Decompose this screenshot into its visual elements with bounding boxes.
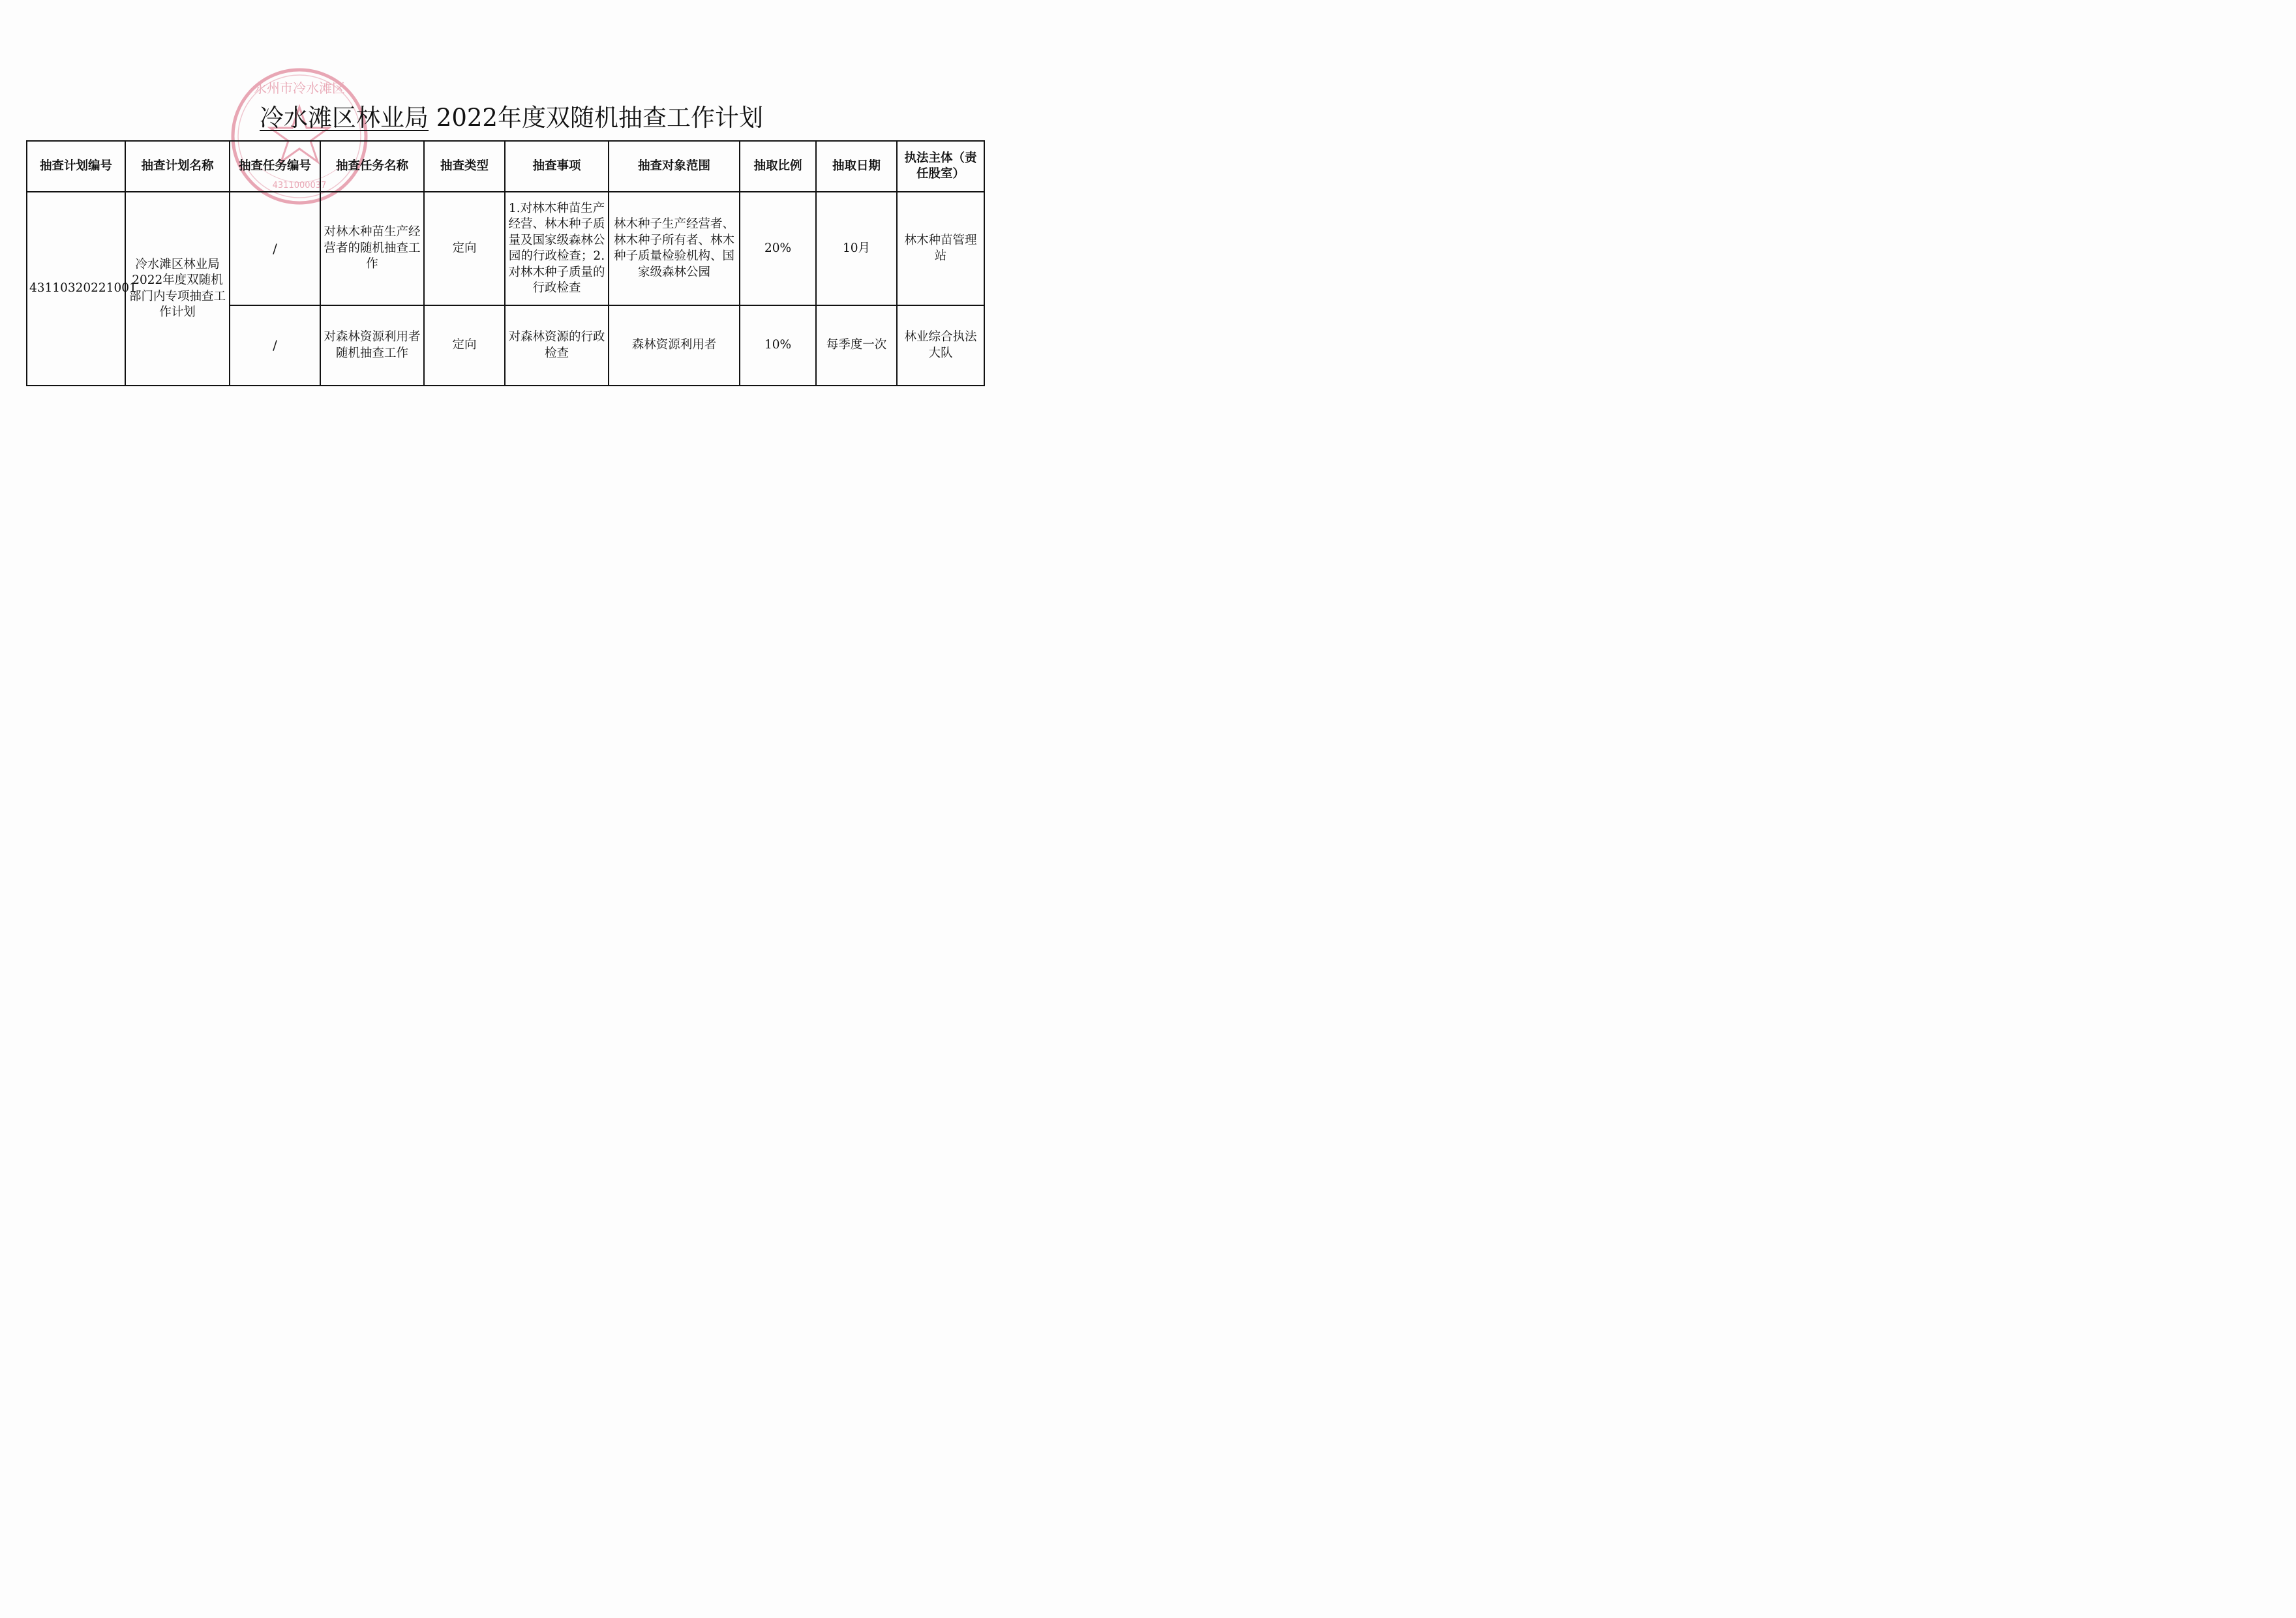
title-text: 2022年度双随机抽查工作计划 — [436, 104, 763, 132]
header-scope: 抽查对象范围 — [609, 141, 740, 192]
items-cell: 对森林资源的行政检查 — [505, 305, 609, 386]
header-date: 抽取日期 — [816, 141, 897, 192]
task-name-cell: 对森林资源利用者随机抽查工作 — [320, 305, 424, 386]
header-plan-name: 抽查计划名称 — [125, 141, 230, 192]
items-cell: 1.对林木种苗生产经营、林木种子质量及国家级森林公园的行政检查；2.对林木种子质量的行政检查 — [505, 192, 609, 305]
subject-cell: 林业综合执法大队 — [897, 305, 984, 386]
plan-name-cell: 冷水滩区林业局2022年度双随机部门内专项抽查工作计划 — [125, 192, 230, 386]
scope-cell: 林木种子生产经营者、林木种子所有者、林木种子质量检验机构、国家级森林公园 — [609, 192, 740, 305]
svg-text:永州市冷水滩区: 永州市冷水滩区 — [254, 80, 345, 96]
plan-no-cell: 43110320221001 — [27, 192, 125, 386]
header-items: 抽查事项 — [505, 141, 609, 192]
subject-cell: 林木种苗管理站 — [897, 192, 984, 305]
header-subject: 执法主体（责任股室） — [897, 141, 984, 192]
header-task-no: 抽查任务编号 — [230, 141, 320, 192]
type-cell: 定向 — [424, 192, 505, 305]
date-cell: 每季度一次 — [816, 305, 897, 386]
header-plan-no: 抽查计划编号 — [27, 141, 125, 192]
task-no-cell: / — [230, 192, 320, 305]
header-type: 抽查类型 — [424, 141, 505, 192]
task-name-cell: 对林木种苗生产经营者的随机抽查工作 — [320, 192, 424, 305]
document-page — [0, 0, 1023, 720]
type-cell: 定向 — [424, 305, 505, 386]
ratio-cell: 10% — [740, 305, 816, 386]
date-cell: 10月 — [816, 192, 897, 305]
title-organization: 冷水滩区林业局 — [260, 104, 429, 132]
table-row — [27, 192, 984, 305]
ratio-cell: 20% — [740, 192, 816, 305]
header-ratio: 抽取比例 — [740, 141, 816, 192]
svg-text:4311000037: 4311000037 — [272, 181, 327, 191]
task-no-cell: / — [230, 305, 320, 386]
header-task-name: 抽查任务名称 — [320, 141, 424, 192]
scope-cell: 森林资源利用者 — [609, 305, 740, 386]
page-title — [0, 98, 1023, 133]
inspection-plan-table — [26, 140, 985, 386]
